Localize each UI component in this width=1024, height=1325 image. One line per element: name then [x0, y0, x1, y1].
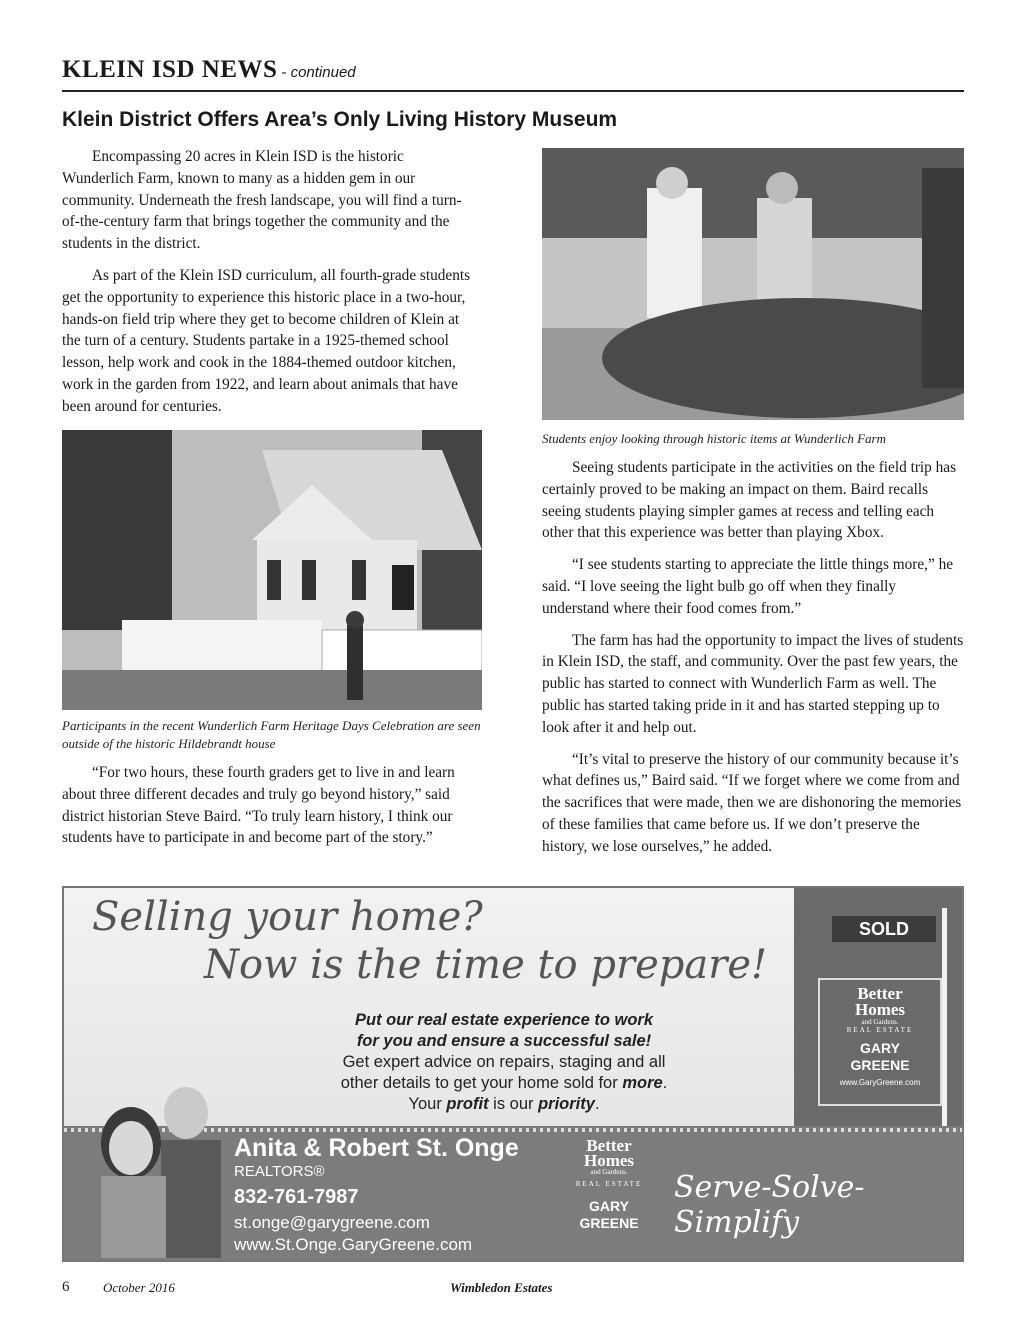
students-illustration [542, 148, 964, 420]
sign-realestate: REAL ESTATE [846, 1026, 914, 1034]
ad-line-5-priority: priority [538, 1095, 595, 1113]
masthead-title: KLEIN ISD NEWS [62, 56, 278, 83]
ad-line-4-emph: more [622, 1074, 663, 1092]
agent-email[interactable]: st.onge@garygreene.com [234, 1213, 430, 1232]
ad-line-5-text: Your [408, 1095, 447, 1113]
ad-line-5-mid: is our [488, 1095, 539, 1113]
paragraph: “I see students starting to appreciate the little things more,” he said. “I love seeing the light bulb go off when they finally understand where their food comes from.” [542, 556, 954, 617]
sold-rider: SOLD [832, 916, 936, 942]
right-column [542, 457, 966, 868]
left-column-top [62, 146, 474, 428]
masthead [62, 56, 964, 92]
ad-line-5-profit: profit [446, 1095, 489, 1113]
agents-photo-illustration [86, 1058, 226, 1258]
right-photo-caption: Students enjoy looking through historic items at Wunderlich Farm [542, 431, 886, 446]
ad-line-4-end: . [662, 1074, 668, 1092]
publication-name: Wimbledon Estates [450, 1280, 553, 1295]
students-photo [542, 148, 964, 420]
real-estate-ad[interactable] [62, 886, 964, 1262]
bhg-logo [564, 1138, 654, 1232]
sign-name-1: GARY [860, 1040, 900, 1056]
logo-name-1: GARY [589, 1198, 629, 1214]
ad-line-4-text: other details to get your home sold for [340, 1074, 623, 1092]
paragraph: “It’s vital to preserve the history of our community because it’s what defines us,” Baird said. “If we forget where we come from and the sacrifices that were made, then we are dishonoring the memories of these families that came before us. If we don’t preserve the history, we lose ourselves,” he added. [542, 750, 962, 855]
logo-realestate: REAL ESTATE [575, 1180, 643, 1188]
logo-brand-3: and Gardens. [590, 1168, 628, 1176]
sign-panel [818, 978, 942, 1106]
ad-line-1: Put our real estate experience to work [354, 1011, 654, 1029]
agent-website[interactable]: www.St.Onge.GaryGreene.com [234, 1235, 473, 1254]
ad-line-5-end: . [594, 1095, 600, 1113]
sold-sign-photo [794, 888, 962, 1126]
agent-phone[interactable]: 832-761-7987 [234, 1186, 359, 1208]
left-column-bottom [62, 762, 480, 859]
ad-tagline: Serve-Solve-Simplify [674, 1170, 865, 1240]
ad-body-text [294, 1010, 714, 1115]
sign-post [942, 908, 947, 1126]
ad-line-4 [294, 1073, 714, 1094]
house-illustration [62, 430, 482, 710]
ad-line-3: Get expert advice on repairs, staging and all [342, 1053, 666, 1071]
sign-brand-2: Homes [854, 1000, 906, 1019]
ad-headline-2: Now is the time to prepare! [204, 942, 768, 988]
sign-brand-3: and Gardens. [861, 1018, 899, 1026]
masthead-subtitle: - continued [281, 64, 356, 81]
ad-line-5 [294, 1094, 714, 1115]
paragraph: Seeing students participate in the activities on the field trip has certainly proved to be making an impact on them. Baird recalls seeing students playing simpler games at recess and telling each other that this experience was better than playing Xbox. [542, 459, 957, 542]
sign-url: www.GaryGreene.com [839, 1078, 921, 1087]
agent-title: REALTORS® [234, 1163, 325, 1180]
agent-info [234, 1134, 519, 1255]
sign-name-2: GREENE [850, 1057, 910, 1073]
page-number: 6 [62, 1279, 70, 1295]
left-photo-caption: Participants in the recent Wunderlich Farm Heritage Days Celebration are seen outside of the historic Hildebrandt house [62, 718, 481, 751]
issue-date: October 2016 [103, 1280, 175, 1295]
ad-headline-1: Selling your home? [92, 894, 483, 940]
hildebrandt-house-photo [62, 430, 482, 710]
paragraph: As part of the Klein ISD curriculum, all fourth-grade students get the opportunity to experience this historic place in a two-hour, hands-on field trip where they get to become children of Klein at the turn of a century. Students partake in a 1925-themed school lesson, help work and cook in the 1884-themed outdoor kitchen, work in the garden from 1922, and learn about animals that have been around for centuries. [62, 266, 471, 415]
paragraph: The farm has had the opportunity to impact the lives of students in Klein ISD, the staff, and community. Over the past few years, the public has started to connect with Wunderlich Farm as well. The public has started taking pride in it and has started stepping up to look after it and help out. [542, 631, 964, 736]
paragraph: “For two hours, these fourth graders get to live in and learn about three different decades and truly go beyond history,” said district historian Steve Baird. “To truly learn history, I think our students have to participate in and become part of the story.” [62, 764, 455, 847]
article-headline: Klein District Offers Area’s Only Living History Museum [62, 108, 618, 131]
paragraph: Encompassing 20 acres in Klein ISD is the historic Wunderlich Farm, known to many as a hidden gem in our community. Underneath the fresh landscape, you will find a turn-of-the-century farm that brings together the community and the students in the district. [62, 148, 462, 253]
ad-line-2: for you and ensure a successful sale! [356, 1032, 652, 1050]
logo-name-2: GREENE [579, 1215, 639, 1231]
sign-brand-1: Better [857, 984, 903, 1003]
logo-brand-1: Better [586, 1136, 632, 1155]
agent-portrait [86, 1058, 226, 1258]
agent-names: Anita & Robert St. Onge [234, 1134, 519, 1162]
logo-brand-2: Homes [583, 1151, 635, 1170]
